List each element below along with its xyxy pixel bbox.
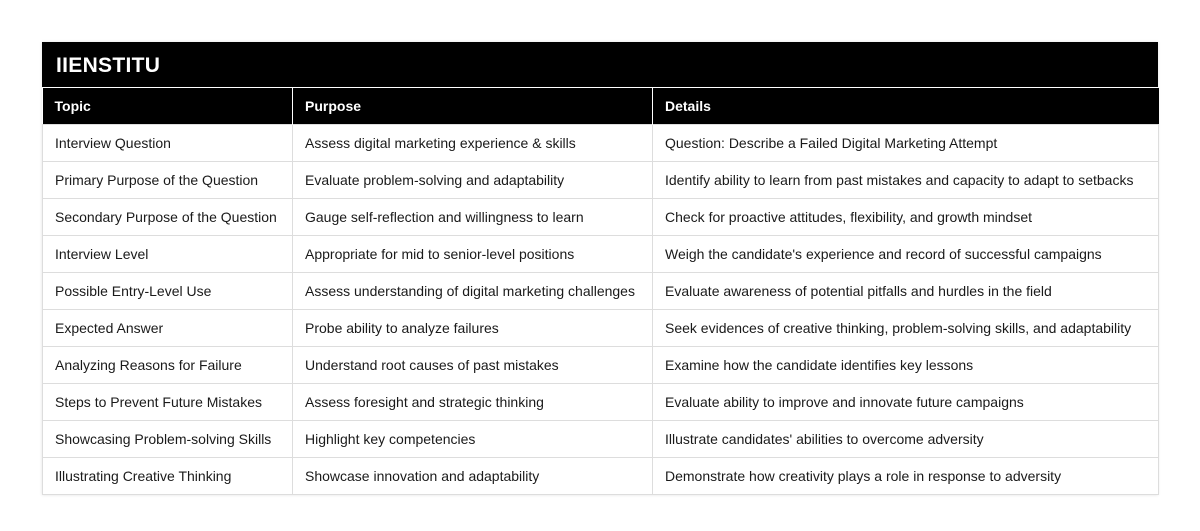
cell-details: Evaluate ability to improve and innovate future campaigns [653,384,1159,421]
cell-topic: Steps to Prevent Future Mistakes [43,384,293,421]
cell-topic: Showcasing Problem-solving Skills [43,421,293,458]
cell-purpose: Assess digital marketing experience & skills [293,125,653,162]
cell-topic: Interview Level [43,236,293,273]
cell-topic: Possible Entry-Level Use [43,273,293,310]
cell-topic: Secondary Purpose of the Question [43,199,293,236]
data-table-container [42,42,1158,495]
table-row [43,273,1159,310]
cell-details: Identify ability to learn from past mistakes and capacity to adapt to setbacks [653,162,1159,199]
cell-details: Illustrate candidates' abilities to overcome adversity [653,421,1159,458]
data-table [42,88,1159,495]
cell-details: Evaluate awareness of potential pitfalls and hurdles in the field [653,273,1159,310]
cell-details: Question: Describe a Failed Digital Marketing Attempt [653,125,1159,162]
cell-purpose: Assess foresight and strategic thinking [293,384,653,421]
cell-purpose: Assess understanding of digital marketing challenges [293,273,653,310]
header-row [43,88,1159,125]
table-row [43,125,1159,162]
cell-purpose: Showcase innovation and adaptability [293,458,653,495]
cell-topic: Expected Answer [43,310,293,347]
header-details: Details [653,88,1159,125]
cell-details: Examine how the candidate identifies key lessons [653,347,1159,384]
cell-purpose: Understand root causes of past mistakes [293,347,653,384]
cell-details: Weigh the candidate's experience and record of successful campaigns [653,236,1159,273]
table-title: IIENSTITU [42,42,1158,88]
table-row [43,421,1159,458]
table-row [43,162,1159,199]
table-row [43,384,1159,421]
table-row [43,347,1159,384]
cell-purpose: Probe ability to analyze failures [293,310,653,347]
cell-topic: Primary Purpose of the Question [43,162,293,199]
cell-topic: Illustrating Creative Thinking [43,458,293,495]
cell-details: Demonstrate how creativity plays a role in response to adversity [653,458,1159,495]
cell-topic: Interview Question [43,125,293,162]
cell-details: Seek evidences of creative thinking, problem-solving skills, and adaptability [653,310,1159,347]
header-topic: Topic [43,88,293,125]
cell-purpose: Highlight key competencies [293,421,653,458]
table-row [43,236,1159,273]
header-purpose: Purpose [293,88,653,125]
cell-purpose: Gauge self-reflection and willingness to learn [293,199,653,236]
cell-purpose: Evaluate problem-solving and adaptability [293,162,653,199]
cell-details: Check for proactive attitudes, flexibility, and growth mindset [653,199,1159,236]
cell-purpose: Appropriate for mid to senior-level positions [293,236,653,273]
table-row [43,458,1159,495]
table-row [43,310,1159,347]
table-row [43,199,1159,236]
cell-topic: Analyzing Reasons for Failure [43,347,293,384]
